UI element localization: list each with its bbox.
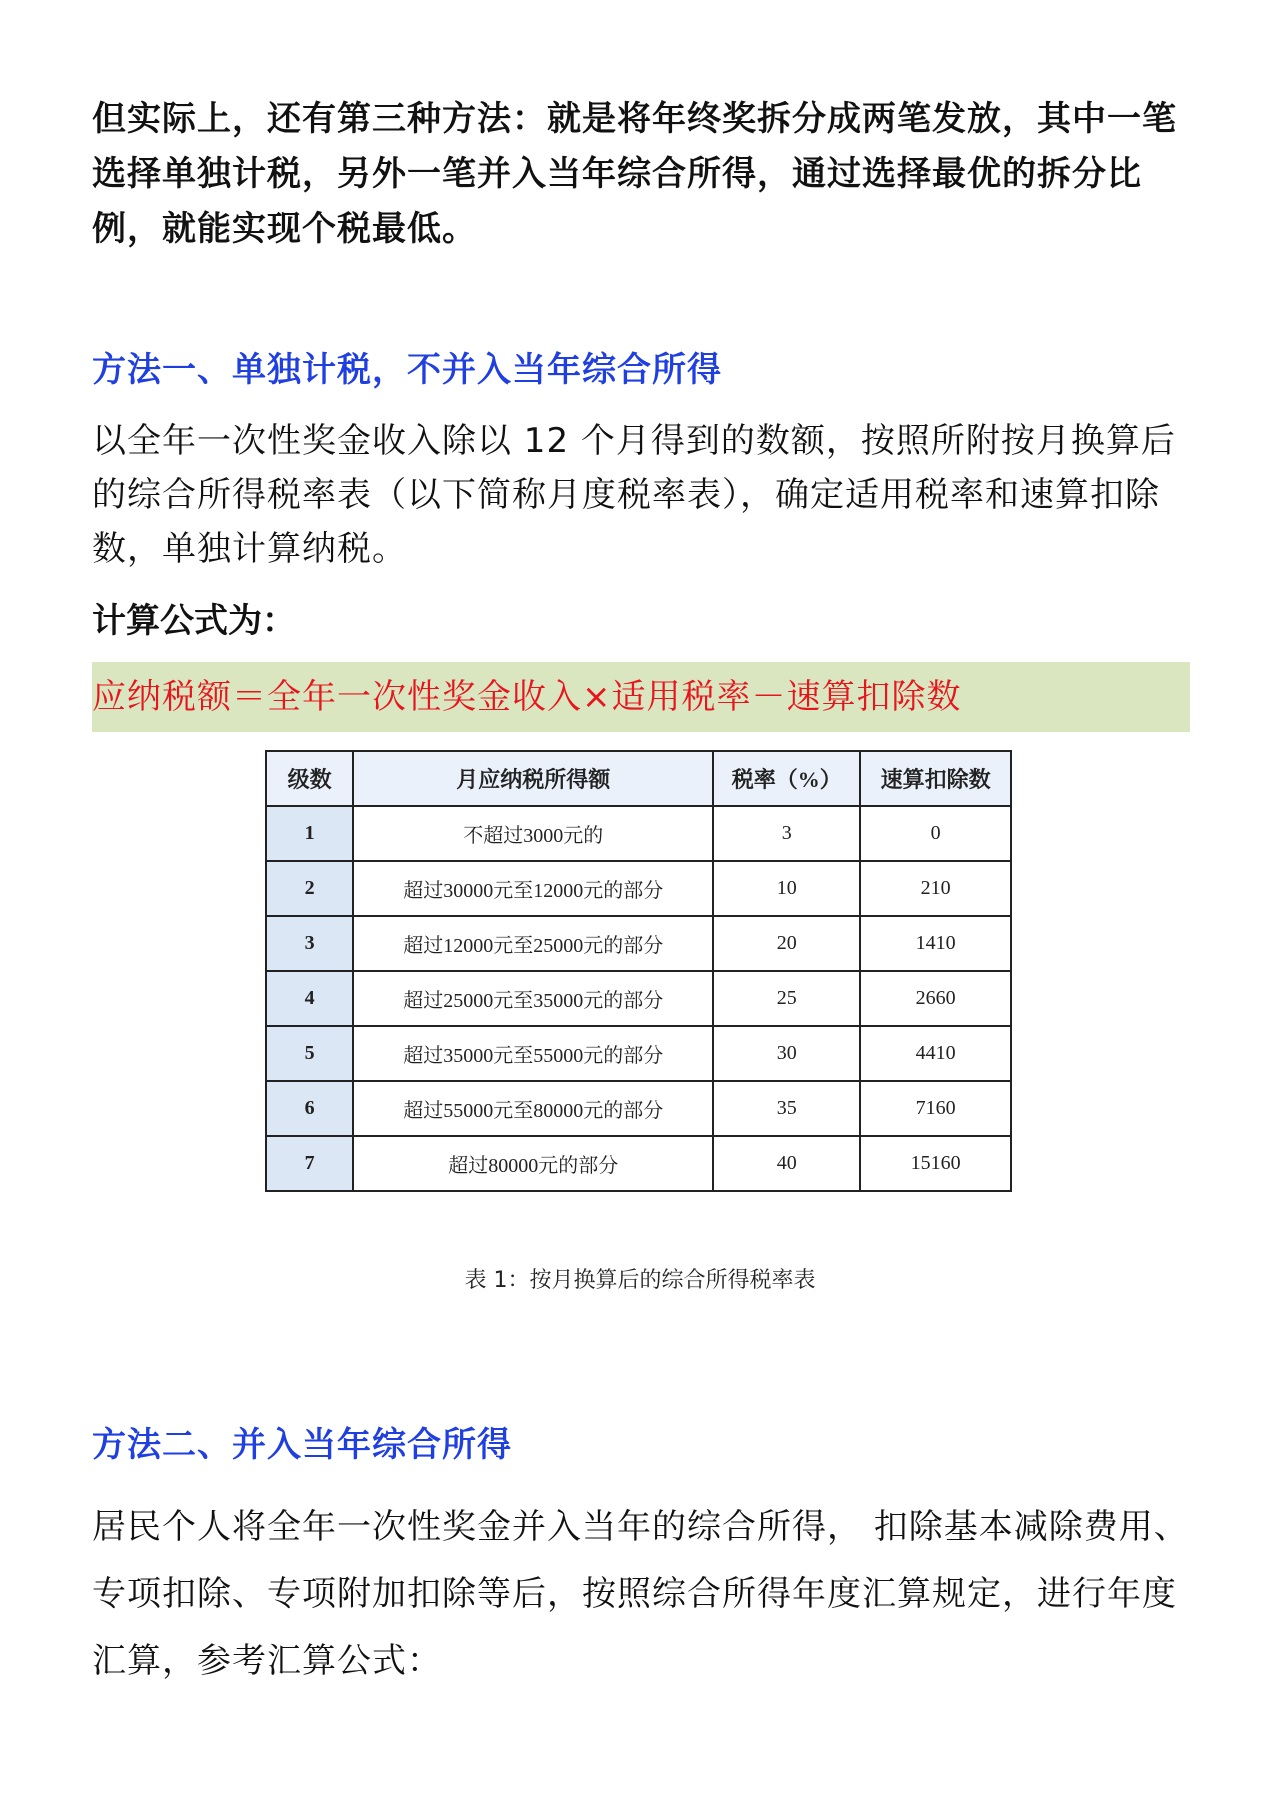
table-row: [266, 806, 1011, 861]
cell-level: 2: [266, 861, 353, 916]
table-row: [266, 861, 1011, 916]
cell-income: 超过35000元至55000元的部分: [353, 1026, 713, 1081]
formula-highlight: [92, 662, 1190, 732]
header-quick-deduction: 速算扣除数: [860, 751, 1011, 806]
method1-paragraph: 以全年一次性奖金收入除以 12 个月得到的数额，按照所附按月换算后的综合所得税率表（以下简称月度税率表），确定适用税率和速算扣除数，单独计算纳税。: [92, 421, 1176, 569]
header-rate: 税率（%）: [713, 751, 860, 806]
cell-rate: 25: [713, 971, 860, 1026]
cell-rate: 20: [713, 916, 860, 971]
tax-rate-table: [265, 750, 1012, 1192]
table-caption: 表 1：按月换算后的综合所得税率表: [464, 1268, 816, 1293]
table-row: [266, 1026, 1011, 1081]
table-header-row: [266, 751, 1011, 806]
method2-heading: 方法二、并入当年综合所得: [92, 1425, 512, 1465]
cell-level: 7: [266, 1136, 353, 1191]
cell-rate: 3: [713, 806, 860, 861]
cell-level: 4: [266, 971, 353, 1026]
cell-quick-deduction: 1410: [860, 916, 1011, 971]
table-row: [266, 971, 1011, 1026]
cell-quick-deduction: 210: [860, 861, 1011, 916]
cell-income: 不超过3000元的: [353, 806, 713, 861]
cell-quick-deduction: 7160: [860, 1081, 1011, 1136]
cell-level: 5: [266, 1026, 353, 1081]
formula-label: 计算公式为：: [92, 601, 296, 641]
cell-income: 超过30000元至12000元的部分: [353, 861, 713, 916]
table-row: [266, 1136, 1011, 1191]
intro-paragraph: 但实际上，还有第三种方法：就是将年终奖拆分成两笔发放，其中一笔选择单独计税，另外一笔并入当年综合所得，通过选择最优的拆分比例，就能实现个税最低。: [92, 99, 1177, 249]
cell-level: 3: [266, 916, 353, 971]
method2-paragraph: 居民个人将全年一次性奖金并入当年的综合所得， 扣除基本减除费用、专项扣除、专项附加扣除等后，按照综合所得年度汇算规定，进行年度汇算，参考汇算公式：: [92, 1507, 1189, 1681]
cell-quick-deduction: 15160: [860, 1136, 1011, 1191]
cell-income: 超过25000元至35000元的部分: [353, 971, 713, 1026]
table-row: [266, 916, 1011, 971]
cell-rate: 30: [713, 1026, 860, 1081]
header-income: 月应纳税所得额: [353, 751, 713, 806]
cell-rate: 10: [713, 861, 860, 916]
cell-income: 超过55000元至80000元的部分: [353, 1081, 713, 1136]
cell-income: 超过80000元的部分: [353, 1136, 713, 1191]
cell-quick-deduction: 0: [860, 806, 1011, 861]
cell-rate: 40: [713, 1136, 860, 1191]
cell-rate: 35: [713, 1081, 860, 1136]
header-level: 级数: [266, 751, 353, 806]
cell-income: 超过12000元至25000元的部分: [353, 916, 713, 971]
cell-level: 1: [266, 806, 353, 861]
method1-heading: 方法一、单独计税，不并入当年综合所得: [92, 350, 722, 390]
cell-quick-deduction: 4410: [860, 1026, 1011, 1081]
cell-level: 6: [266, 1081, 353, 1136]
cell-quick-deduction: 2660: [860, 971, 1011, 1026]
table-row: [266, 1081, 1011, 1136]
formula-text: 应纳税额＝全年一次性奖金收入×适用税率－速算扣除数: [92, 677, 962, 717]
